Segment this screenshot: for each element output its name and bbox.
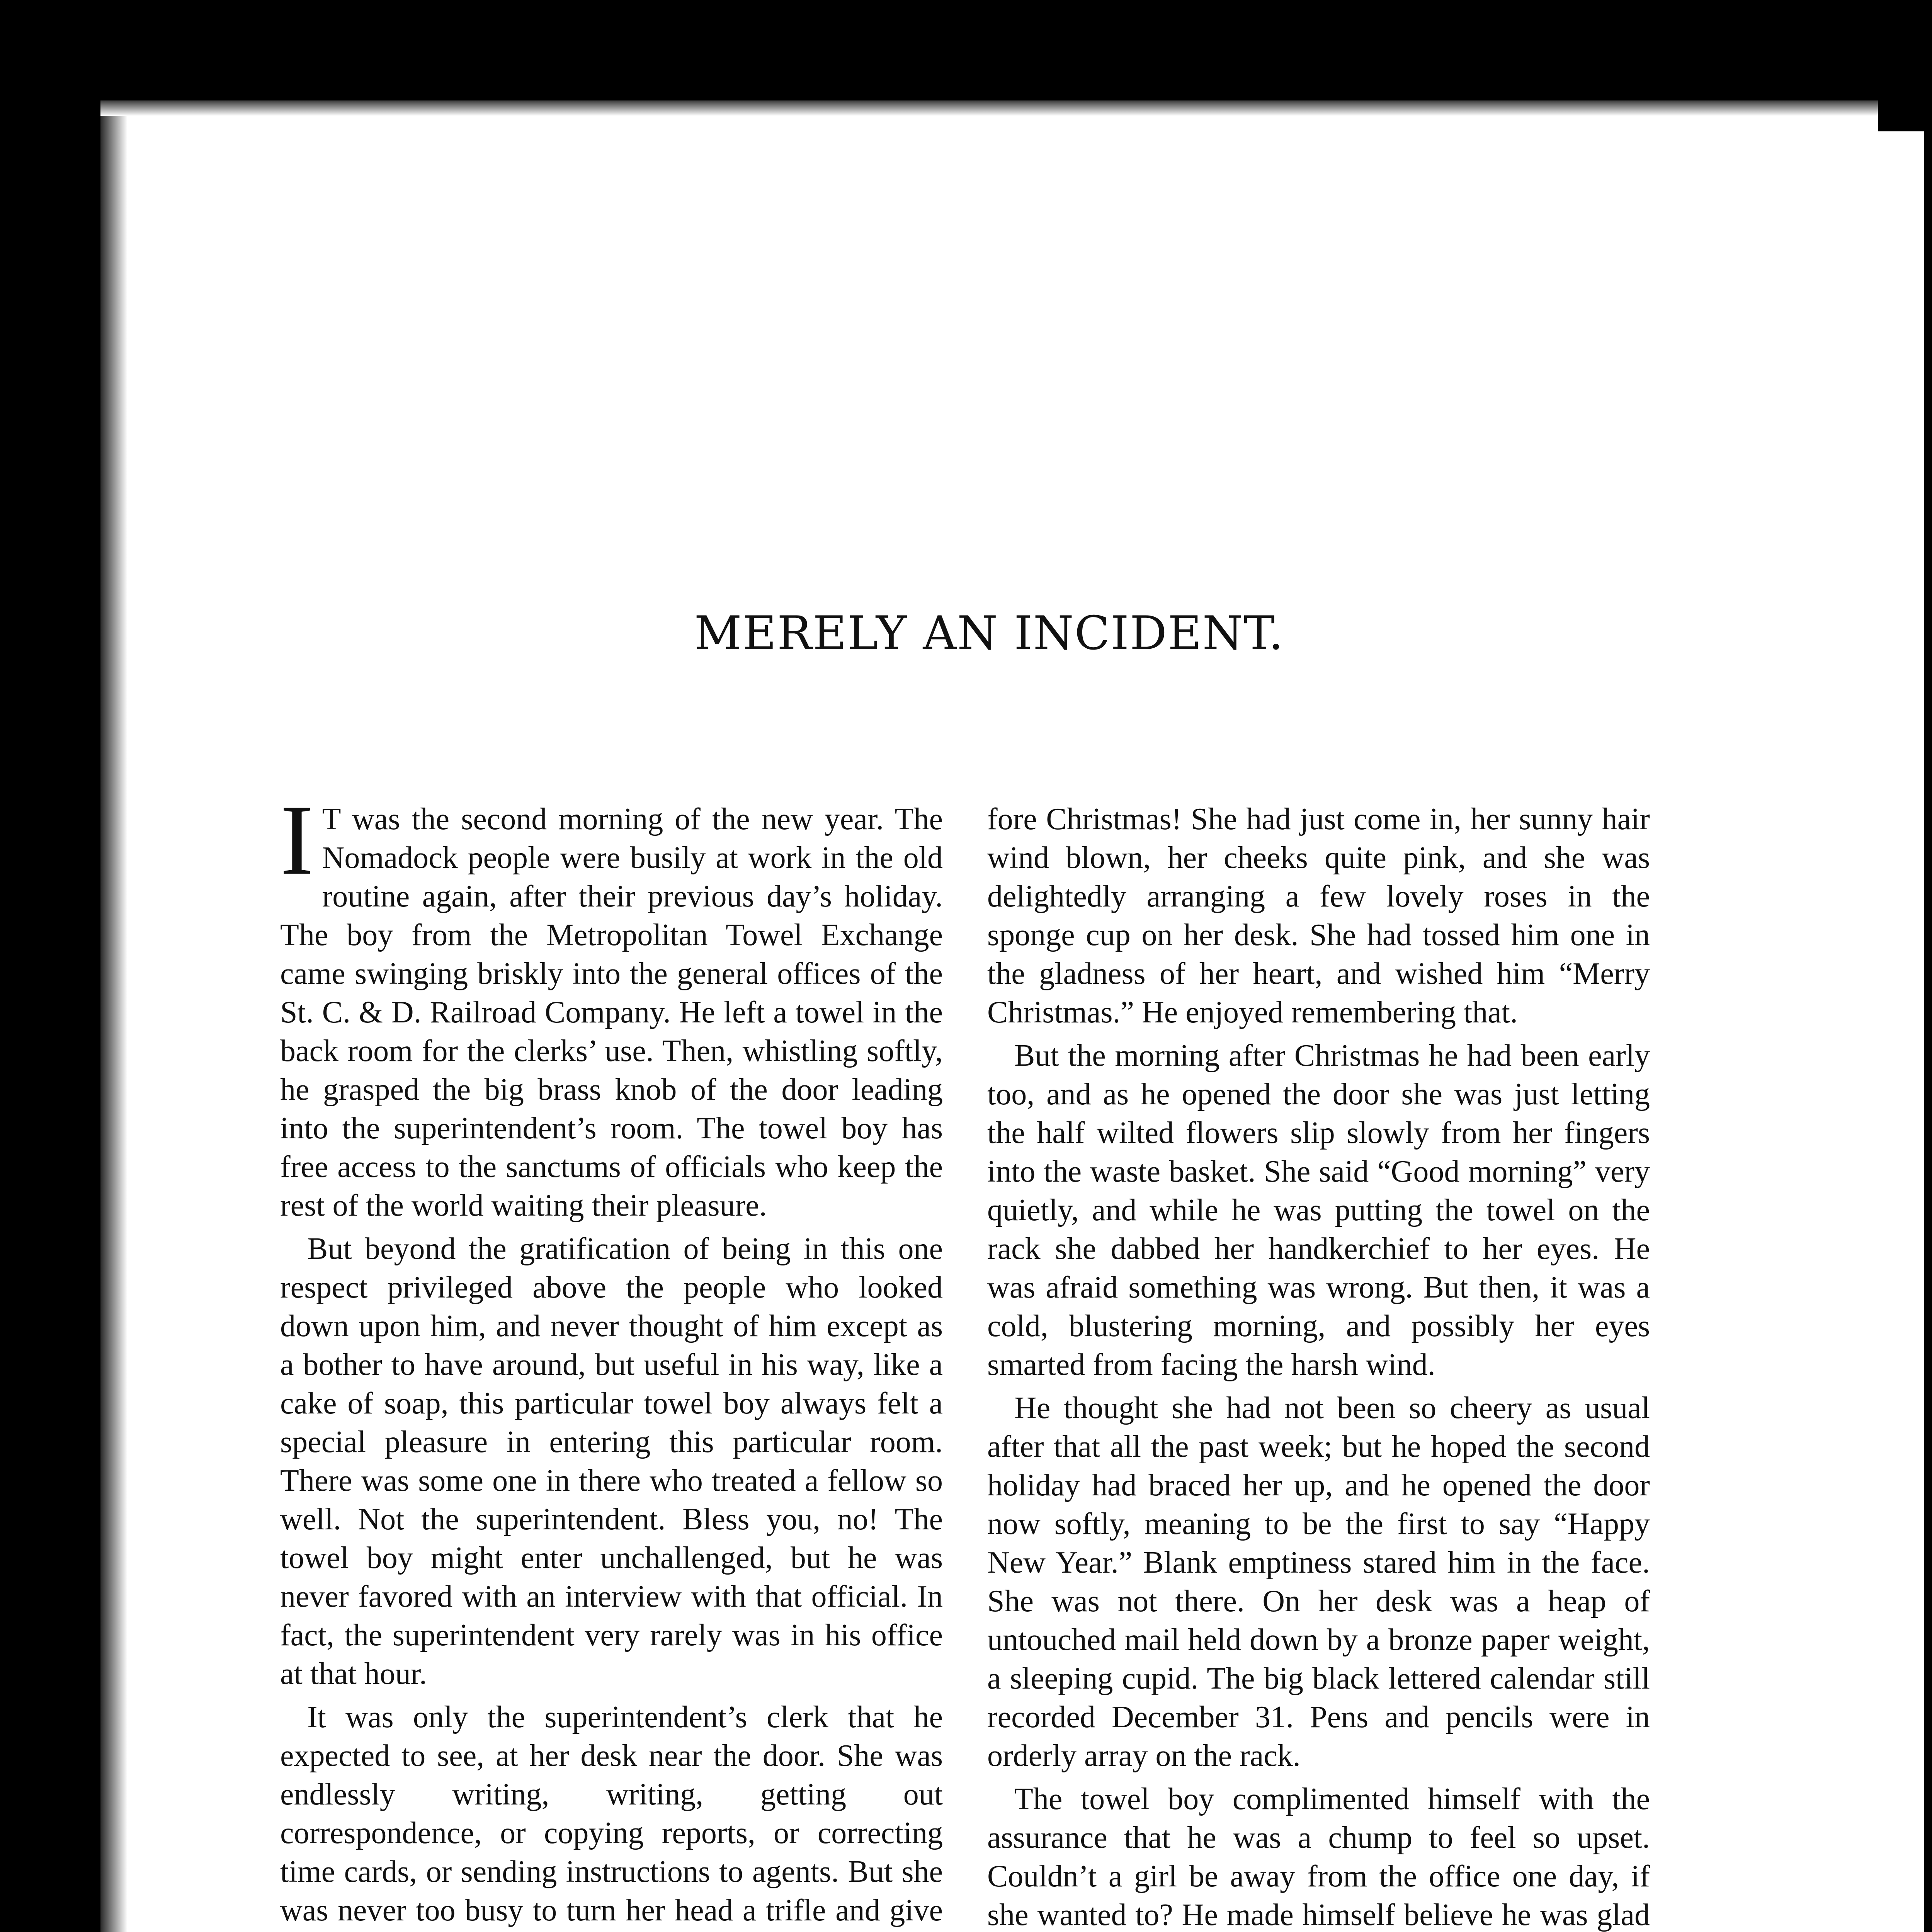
paragraph: But beyond the gratification of being in this one respect privileged above the people who looked down upon him, and never thought of him except as a bother to have around, but useful in his way, like a cake of soap, this particular towel boy always felt a special pleasure in entering this particular room. There was some one in there who treated a fellow so well. Not the superintendent. Bless you, no! The towel boy might enter unchallenged, but he was never favored with an interview with that official. In fact, the superintendent very rarely was in his office at that hour. [280, 1232, 943, 1691]
paragraph: The towel boy complimented himself with the assurance that he was a chump to feel so upset. Couldn’t a girl be away from the office one day, if she wanted to? He made himself believe he was glad [987, 1782, 1650, 1932]
binding-shadow [100, 100, 128, 1932]
paragraph: It was only the superintendent’s clerk that he expected to see, at her desk near the door. She was endlessly writing, writing, getting out correspondence, or copying reports, or correcting time cards, or sending instructions to agents. But she was never too busy to turn her head a trifle and give [280, 1700, 943, 1927]
next-page-edge [1878, 131, 1924, 1932]
paragraph [280, 800, 943, 1225]
drop-cap: I [280, 800, 314, 896]
top-edge-shadow [100, 100, 1878, 116]
left-column [280, 800, 943, 1932]
right-column [987, 800, 1650, 1932]
article-title: MERELY AN INCIDENT. [694, 607, 1284, 660]
paragraph: fore Christmas! She had just come in, her sunny hair wind blown, her cheeks quite pink, and she was delightedly arranging a few lovely roses in the sponge cup on her desk. She had tossed him one in the gladness of her heart, and wished him “Merry Christmas.” He enjoyed remembering that. [987, 802, 1650, 1029]
page-sheet [100, 100, 1878, 1932]
paragraph-text: T was the second morning of the new year. The Nomadock people were busily at work in the old routine again, after their previous day’s holiday. The boy from the Metropolitan Towel Exchange came swinging briskly into the general offices of the St. C. & D. Railroad Company. He left a towel in the back room for the clerks’ use. Then, whistling softly, he grasped the big brass knob of the door leading into the superintendent’s room. The towel boy has free access to the sanctums of officials who keep the rest of the world waiting their pleasure. [280, 802, 943, 1223]
paragraph: But the morning after Christmas he had been early too, and as he opened the door she was just letting the half wilted flowers slip slowly from her fingers into the waste basket. She said “Good morning” very quietly, and while he was putting the towel on the rack she dabbed her handkerchief to her eyes. He was afraid something was wrong. But then, it was a cold, blustering morning, and possibly her eyes smarted from facing the harsh wind. [987, 1039, 1650, 1382]
reverse-side-bleed-through [286, 417, 1816, 630]
paragraph: He thought she had not been so cheery as usual after that all the past week; but he hoped the second holiday had braced her up, and he opened the door now softly, meaning to be the first to say “Happy New Year.” Blank emptiness stared him in the face. She was not there. On her desk was a heap of untouched mail held down by a bronze paper weight, a sleeping cupid. The big black lettered calendar still recorded December 31. Pens and pencils were in orderly array on the rack. [987, 1391, 1650, 1773]
